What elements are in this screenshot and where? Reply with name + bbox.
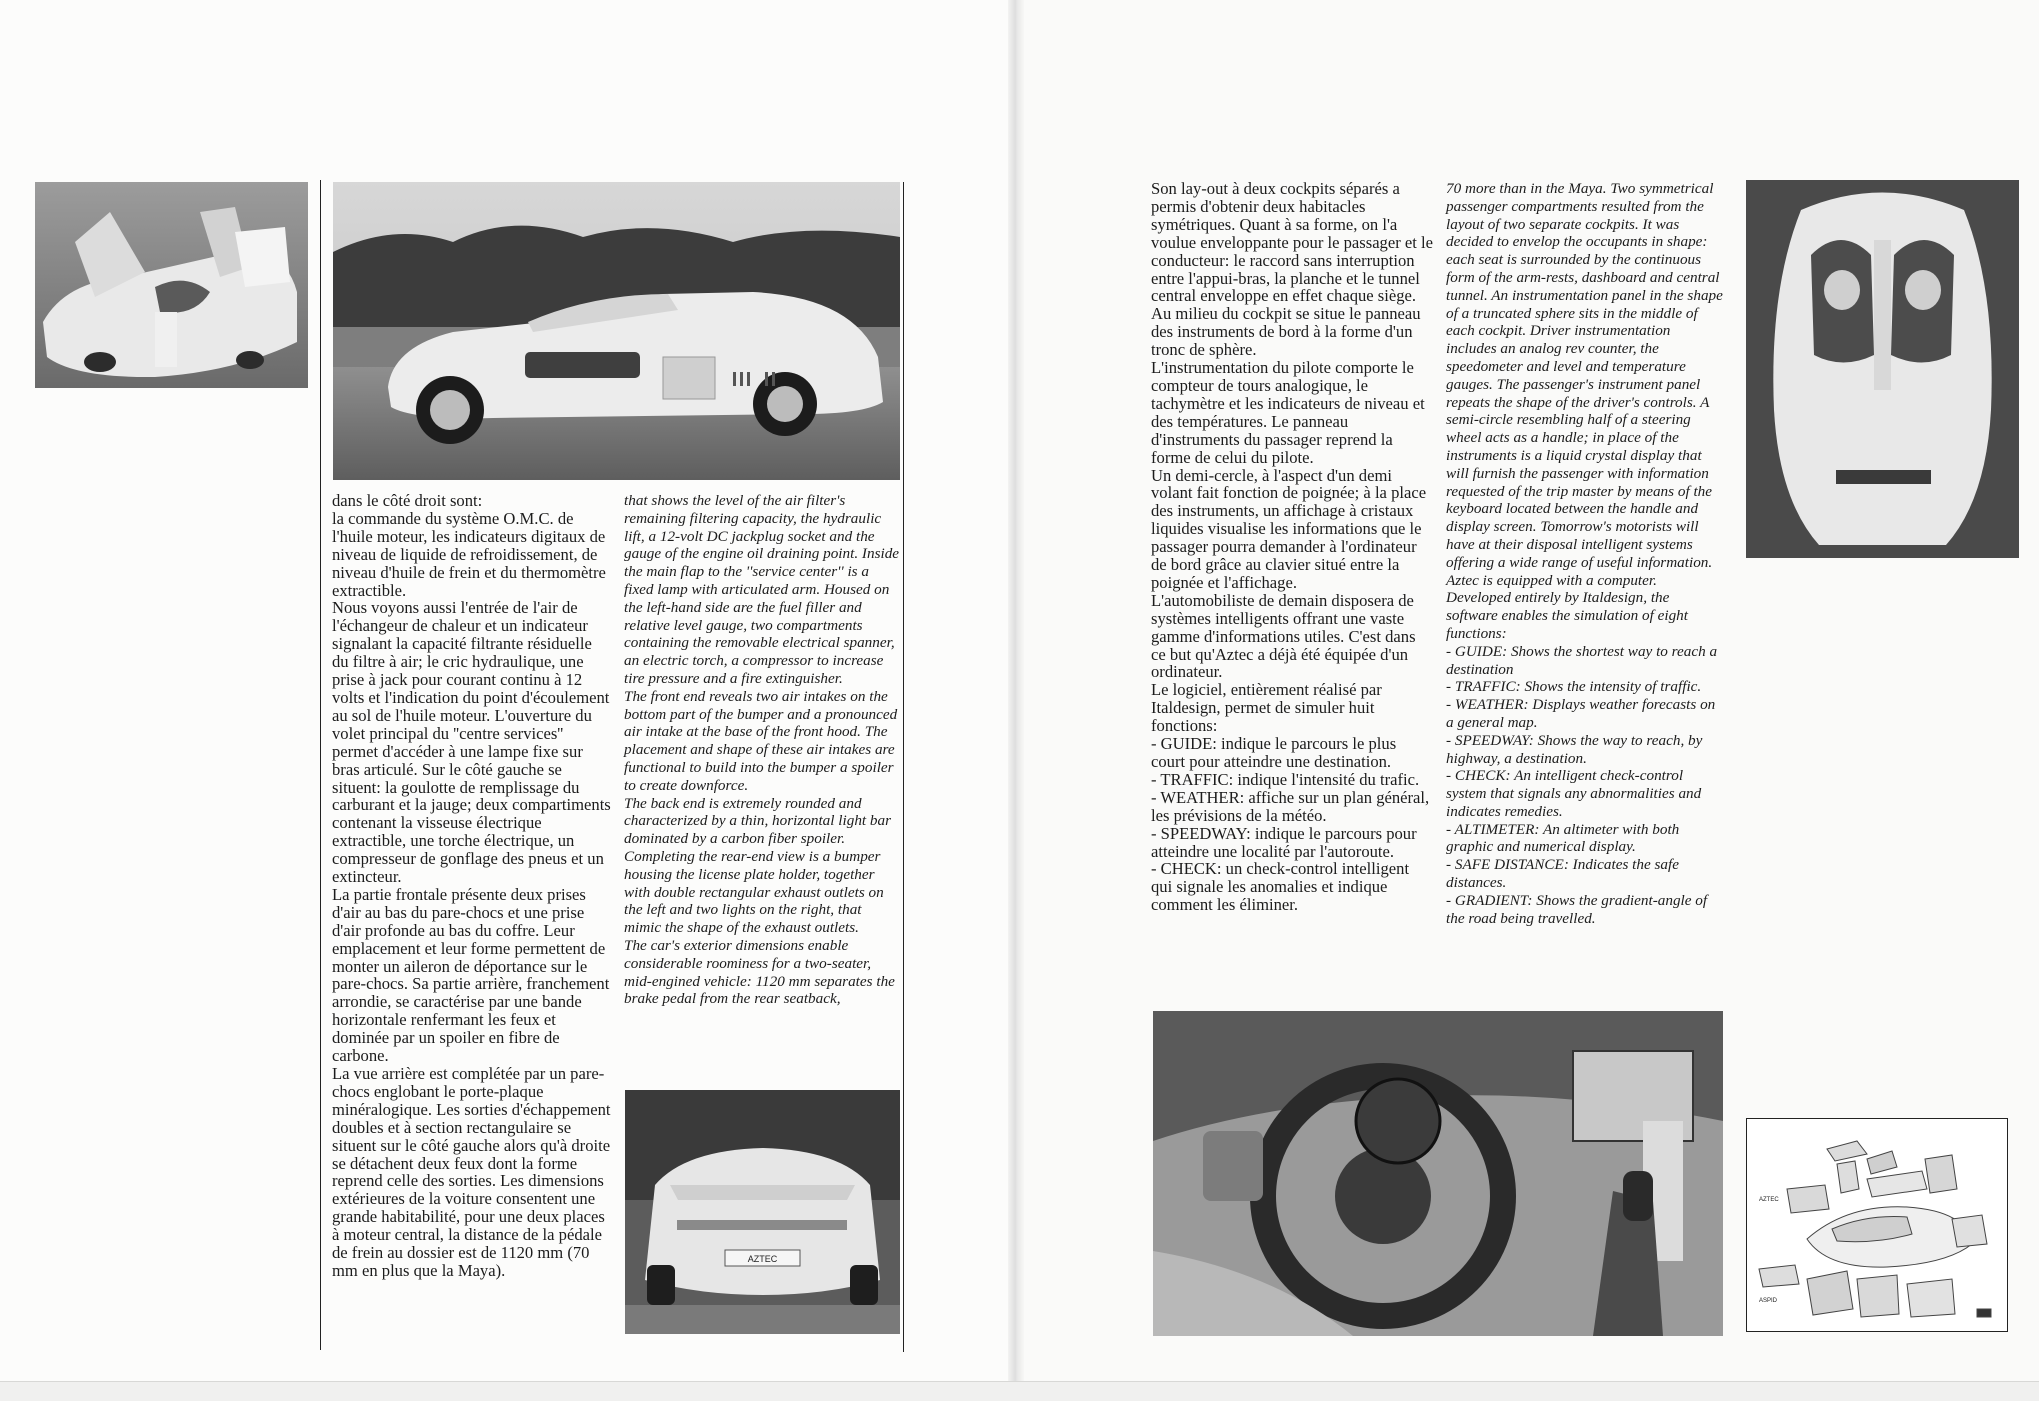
diagram-label-aspid: ASPID xyxy=(1759,1298,1778,1304)
diagram-label-aztec: AZTEC xyxy=(1759,1197,1779,1203)
rear-plate-text: AZTEC xyxy=(747,1254,778,1264)
photo-car-open-doors xyxy=(35,182,308,388)
photo-car-side-view xyxy=(333,182,900,480)
photo-car-top-view xyxy=(1746,180,2019,558)
diagram-exploded-parts xyxy=(1746,1118,2008,1332)
book-gutter xyxy=(1008,0,1024,1400)
column-rule xyxy=(320,180,321,1350)
french-text-column: Son lay-out à deux cockpits séparés a permis d'obtenir deux habitacles symétriques. Quant à sa forme, on l'a voulue enveloppante pour le passager et le conducteur: le raccord sans interruption entre l'appui-bras, la planche et le tunnel central enveloppe en effet chaque siège. Au milieu du cockpit se situe le panneau des instruments de bord à la forme d'un tronc de sphère. L'instrumentation du pilote comporte le compteur de tours analogique, le tachymètre et les indicateurs de niveau et des températures. Le panneau d'instruments du passager reprend la forme de celui du pilote. Un demi-cercle, à l'aspect d'un demi volant fait fonction de poignée; à la place des instruments, un affichage à cristaux liquides visualise les informations que le passager pourra demander à l'ordinateur de bord grâce au clavier situé entre la poignée et l'affichage. L'automobiliste de demain disposera de systèmes intelligents offrant une vaste gamme d'informations utiles. C'est dans ce but qu'Aztec a déjà été équipée d'un ordinateur. Le logiciel, entièrement réalisé par Italdesign, permet de simuler huit fonctions: - GUIDE: indique le parcours le plus court pour atteindre une destination. - TRAFFIC: indique l'intensité du trafic. - WEATHER: affiche sur un plan général, les prévisions de la météo. - SPEEDWAY: indique le parcours pour atteindre une localité par l'autoroute. - CHECK: un check-control intelligent qui signale les anomalies et indique comment les éliminer. xyxy=(1151,179,1433,915)
english-text-column: that shows the level of the air filter's remaining filtering capacity, the hydraulic lift, a 12-volt DC jackplug socket and the gauge of the engine oil draining point. Inside the main flap to the ''service center'' is a fixed lamp with articulated arm. Housed on the left-hand side are the fuel filler and relative level gauge, two compartments containing the removable electrical spanner, an electric torch, a compressor to increase tire pressure and a fire extinguisher. The front end reveals two air intakes on the bottom part of the bumper and a pronounced air intake at the base of the front hood. The placement and shape of these air intakes are functional to build into the bumper a spoiler to create downforce. The back end is extremely rounded and characterized by a thin, horizontal light bar dominated by a carbon fiber spoiler. Completing the rear-end view is a bumper housing the license plate holder, together with double rectangular exhaust outlets on the left and two lights on the right, that mimic the shape of the exhaust outlets. The car's exterior dimensions enable considerable roominess for a two-seater, mid-engined vehicle: 1120 mm separates the brake pedal from the rear seatback, xyxy=(624,492,900,1008)
photo-car-rear-view xyxy=(625,1090,900,1334)
french-text-column: dans le côté droit sont: la commande du système O.M.C. de l'huile moteur, les indicateurs digitaux de niveau de liquide de refroidissement, de niveau d'huile de frein et du thermomètre extractible. Nous voyons aussi l'entrée de l'air de l'échangeur de chaleur et un indicateur signalant la capacité filtrante résiduelle du filtre à air; le cric hydraulique, une prise à jack pour courant continu à 12 volts et l'indication du point d'écoulement au sol de l'huile moteur. L'ouverture du volet principal du ''centre services'' permet d'accéder à une lampe fixe sur bras articulé. Sur le côté gauche se situent: la goulotte de remplissage du carburant et la jauge; deux compartiments contenant la visseuse électrique extractible, une torche électrique, un compresseur de gonflage des pneus et un extincteur. La partie frontale présente deux prises d'air au bas du pare-chocs et une prise d'air profonde au bas du coffre. Leur emplacement et leur forme permettent de monter un aileron de déportance sur le pare-chocs. Sa partie arrière, franchement arrondie, se caractérise par une bande horizontale renfermant les feux et dominée par un spoiler en fibre de carbone. La vue arrière est complétée par un pare-chocs englobant le porte-plaque minéralogique. Les sorties d'échappement doubles et à section rectangulaire se situent sur le côté gauche alors qu'à droite se détachent deux feux dont la forme reprend celle des sorties. Les dimensions extérieures de la voiture consentent une grande habitabilité, pour une deux places à moteur central, la distance de la pédale de frein au dossier est de 1120 mm (70 mm en plus que la Maya). xyxy=(332,491,611,1280)
photo-dashboard-interior xyxy=(1153,1011,1723,1336)
page-bottom-edge xyxy=(0,1381,2039,1401)
english-text-column: 70 more than in the Maya. Two symmetrical passenger compartments resulted from the layout of two separate cockpits. It was decided to envelop the occupants in shape: each seat is surrounded by the continuous form of the arm-rests, dashboard and central tunnel. An instrumentation panel in the shape of a truncated sphere sits in the middle of each cockpit. Driver instrumentation includes an analog rev counter, the speedometer and level and temperature gauges. The passenger's instrument panel repeats the shape of the driver's controls. A semi-circle resembling half of a steering wheel acts as a handle; in place of the instruments is a liquid crystal display that will furnish the passenger with information requested of the trip master by means of the keyboard located between the handle and display screen. Tomorrow's motorists will have at their disposal intelligent systems offering a wide range of useful information. Aztec is equipped with a computer. Developed entirely by Italdesign, the software enables the simulation of eight functions: - GUIDE: Shows the shortest way to reach a destination - TRAFFIC: Shows the intensity of traffic. - WEATHER: Displays weather forecasts on a general map. - SPEEDWAY: Shows the way to reach, by highway, a destination. - CHECK: An intelligent check-control system that signals any abnormalities and indicates remedies. - ALTIMETER: An altimeter with both graphic and numerical display. - SAFE DISTANCE: Indicates the safe distances. - GRADIENT: Shows the gradient-angle of the road being travelled. xyxy=(1446,180,1723,927)
column-rule xyxy=(903,182,904,1352)
